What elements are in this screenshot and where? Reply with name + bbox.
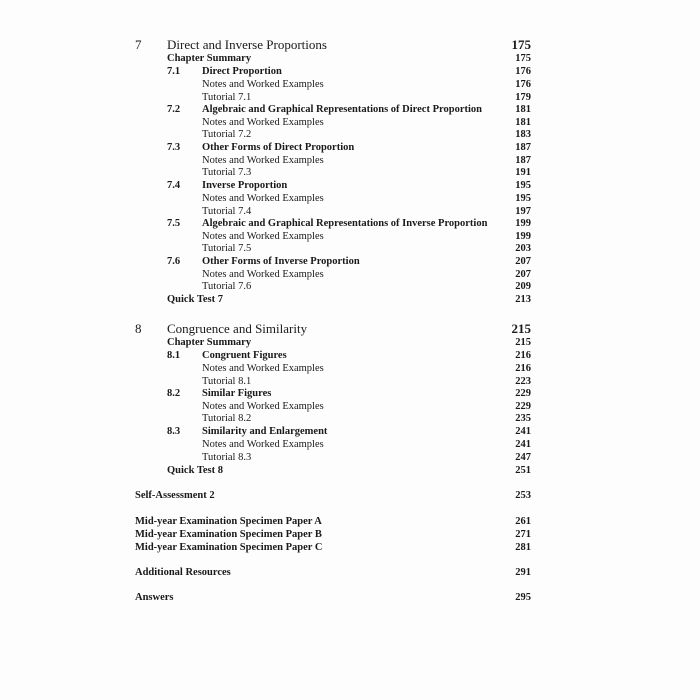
- toc-entry-label: Notes and Worked Examples: [202, 401, 324, 412]
- toc-entry-label: Tutorial 7.2: [202, 129, 252, 140]
- toc-entry-label: Congruent Figures: [202, 350, 287, 361]
- toc-entry-heading: [135, 293, 531, 306]
- toc-entry-page-number: 216: [515, 363, 531, 374]
- toc-entry-label: Tutorial 7.3: [202, 167, 252, 178]
- toc-entry-page-number: 251: [515, 465, 531, 476]
- toc-entry-section: [135, 387, 531, 400]
- toc-entry-label: Tutorial 7.5: [202, 243, 252, 254]
- toc-entry-label: Self-Assessment 2: [135, 490, 215, 501]
- toc-entry-label: Direct Proportion: [202, 66, 282, 77]
- toc-entry-label: Algebraic and Graphical Representations of Inverse Proportion: [202, 218, 488, 229]
- toc-entry-label: Tutorial 7.1: [202, 92, 252, 103]
- toc-entry-page-number: 176: [515, 66, 531, 77]
- toc-entry-label: Mid-year Examination Specimen Paper B: [135, 529, 322, 540]
- toc-entry-number: 7.4: [167, 180, 181, 191]
- toc-entry-item: [135, 412, 531, 425]
- toc-entry-label: Additional Resources: [135, 567, 231, 578]
- toc-entry-page-number: 261: [515, 516, 531, 527]
- toc-entry-page-number: 229: [515, 401, 531, 412]
- toc-entry-page-number: 191: [515, 167, 531, 178]
- toc-entry-page-number: 209: [515, 281, 531, 292]
- toc-entry-item: [135, 78, 531, 91]
- toc-entry-label: Congruence and Similarity: [167, 321, 308, 336]
- toc-entry-label: Tutorial 7.4: [202, 206, 252, 217]
- toc-entry-number: 8.1: [167, 350, 181, 361]
- toc-entry-page-number: 213: [515, 294, 531, 305]
- toc-entry-page-number: 175: [515, 53, 531, 64]
- toc-entry-page-number: 271: [515, 529, 531, 540]
- toc-entry-label: Tutorial 7.6: [202, 281, 252, 292]
- toc-entry-top: [135, 528, 531, 541]
- toc-entry-page-number: 199: [515, 231, 531, 242]
- toc-entry-label: Inverse Proportion: [202, 180, 288, 191]
- toc-entry-label: Notes and Worked Examples: [202, 269, 324, 280]
- toc-entry-page-number: 216: [515, 350, 531, 361]
- toc-entry-page-number: 175: [511, 37, 531, 52]
- toc-entry-section: [135, 141, 531, 154]
- toc-entry-number: 7.6: [167, 256, 181, 267]
- toc-entry-label: Tutorial 8.1: [202, 376, 252, 387]
- toc-entry-section: [135, 65, 531, 78]
- toc-entry-top: [135, 541, 531, 554]
- toc-entry-label: Algebraic and Graphical Representations of Direct Proportion: [202, 104, 482, 115]
- toc-entry-chapter: [135, 37, 531, 53]
- toc-entry-page-number: 187: [515, 155, 531, 166]
- toc-entry-item: [135, 451, 531, 464]
- toc-entry-label: Direct and Inverse Proportions: [167, 37, 327, 52]
- toc-entry-page-number: 241: [515, 439, 531, 450]
- toc-entry-item: [135, 166, 531, 179]
- toc-entry-label: Notes and Worked Examples: [202, 231, 324, 242]
- toc-entry-label: Tutorial 8.2: [202, 413, 252, 424]
- toc-entry-item: [135, 438, 531, 451]
- toc-entry-section: [135, 349, 531, 362]
- toc-entry-page-number: 199: [515, 218, 531, 229]
- toc-entry-number: 8: [135, 321, 142, 336]
- toc-entry-item: [135, 192, 531, 205]
- toc-entry-label: Mid-year Examination Specimen Paper C: [135, 542, 323, 553]
- toc-entry-page-number: 295: [515, 592, 531, 603]
- toc-entry-page-number: 195: [515, 193, 531, 204]
- toc-entry-page-number: 176: [515, 79, 531, 90]
- toc-entry-label: Tutorial 8.3: [202, 452, 252, 463]
- toc-entry-page-number: 247: [515, 452, 531, 463]
- toc-entry-label: Notes and Worked Examples: [202, 79, 324, 90]
- toc-entry-item: [135, 362, 531, 375]
- toc-entry-page-number: 223: [515, 376, 531, 387]
- toc-entry-page-number: 215: [515, 337, 531, 348]
- toc-entry-label: Similarity and Enlargement: [202, 426, 328, 437]
- toc-entry-top: [135, 591, 531, 604]
- toc-entry-page-number: 207: [515, 256, 531, 267]
- toc-entry-number: 7.3: [167, 142, 181, 153]
- toc-entry-label: Notes and Worked Examples: [202, 193, 324, 204]
- toc-entry-label: Other Forms of Direct Proportion: [202, 142, 355, 153]
- toc-entry-page-number: 229: [515, 388, 531, 399]
- toc-entry-heading: [135, 464, 531, 477]
- toc-entry-section: [135, 103, 531, 116]
- toc-entry-number: 7.5: [167, 218, 181, 229]
- toc-entry-heading: [135, 52, 531, 65]
- toc-entry-label: Notes and Worked Examples: [202, 439, 324, 450]
- toc-entry-top: [135, 489, 531, 502]
- toc-entry-label: Mid-year Examination Specimen Paper A: [135, 516, 322, 527]
- toc-entry-label: Answers: [135, 592, 174, 603]
- toc-entry-number: 7: [135, 37, 142, 52]
- toc-entry-number: 7.2: [167, 104, 181, 115]
- toc-entry-page-number: 197: [515, 206, 531, 217]
- toc-entry-chapter: [135, 321, 531, 337]
- toc-entry-section: [135, 179, 531, 192]
- toc-entry-label: Chapter Summary: [167, 337, 252, 348]
- toc-entry-section: [135, 217, 531, 230]
- toc-entry-page-number: 195: [515, 180, 531, 191]
- toc-entry-section: [135, 255, 531, 268]
- toc-entry-page-number: 241: [515, 426, 531, 437]
- toc-entry-page-number: 187: [515, 142, 531, 153]
- toc-entry-label: Chapter Summary: [167, 53, 252, 64]
- toc-entry-item: [135, 280, 531, 293]
- toc-entry-page-number: 253: [515, 490, 531, 501]
- toc-entry-top: [135, 515, 531, 528]
- toc-entry-page-number: 207: [515, 269, 531, 280]
- toc-entry-item: [135, 242, 531, 255]
- toc-entry-page-number: 235: [515, 413, 531, 424]
- toc-entry-page-number: 181: [515, 117, 531, 128]
- toc-entry-label: Other Forms of Inverse Proportion: [202, 256, 360, 267]
- toc-entry-page-number: 179: [515, 92, 531, 103]
- toc-entry-top: [135, 566, 531, 579]
- toc-entry-page-number: 203: [515, 243, 531, 254]
- toc-entry-page-number: 183: [515, 129, 531, 140]
- toc-entry-label: Similar Figures: [202, 388, 272, 399]
- toc-entry-item: [135, 128, 531, 141]
- toc-entry-label: Notes and Worked Examples: [202, 155, 324, 166]
- toc-entry-page-number: 281: [515, 542, 531, 553]
- toc-entry-heading: [135, 336, 531, 349]
- toc-entry-label: Notes and Worked Examples: [202, 363, 324, 374]
- toc-entry-page-number: 291: [515, 567, 531, 578]
- toc-entry-number: 7.1: [167, 66, 181, 77]
- toc-entry-label: Notes and Worked Examples: [202, 117, 324, 128]
- toc-entry-number: 8.3: [167, 426, 181, 437]
- toc-entry-page-number: 181: [515, 104, 531, 115]
- toc-entry-number: 8.2: [167, 388, 181, 399]
- toc-entry-page-number: 215: [511, 321, 531, 336]
- toc-entry-section: [135, 425, 531, 438]
- toc-entry-label: Quick Test 8: [167, 465, 224, 476]
- toc-entry-label: Quick Test 7: [167, 294, 224, 305]
